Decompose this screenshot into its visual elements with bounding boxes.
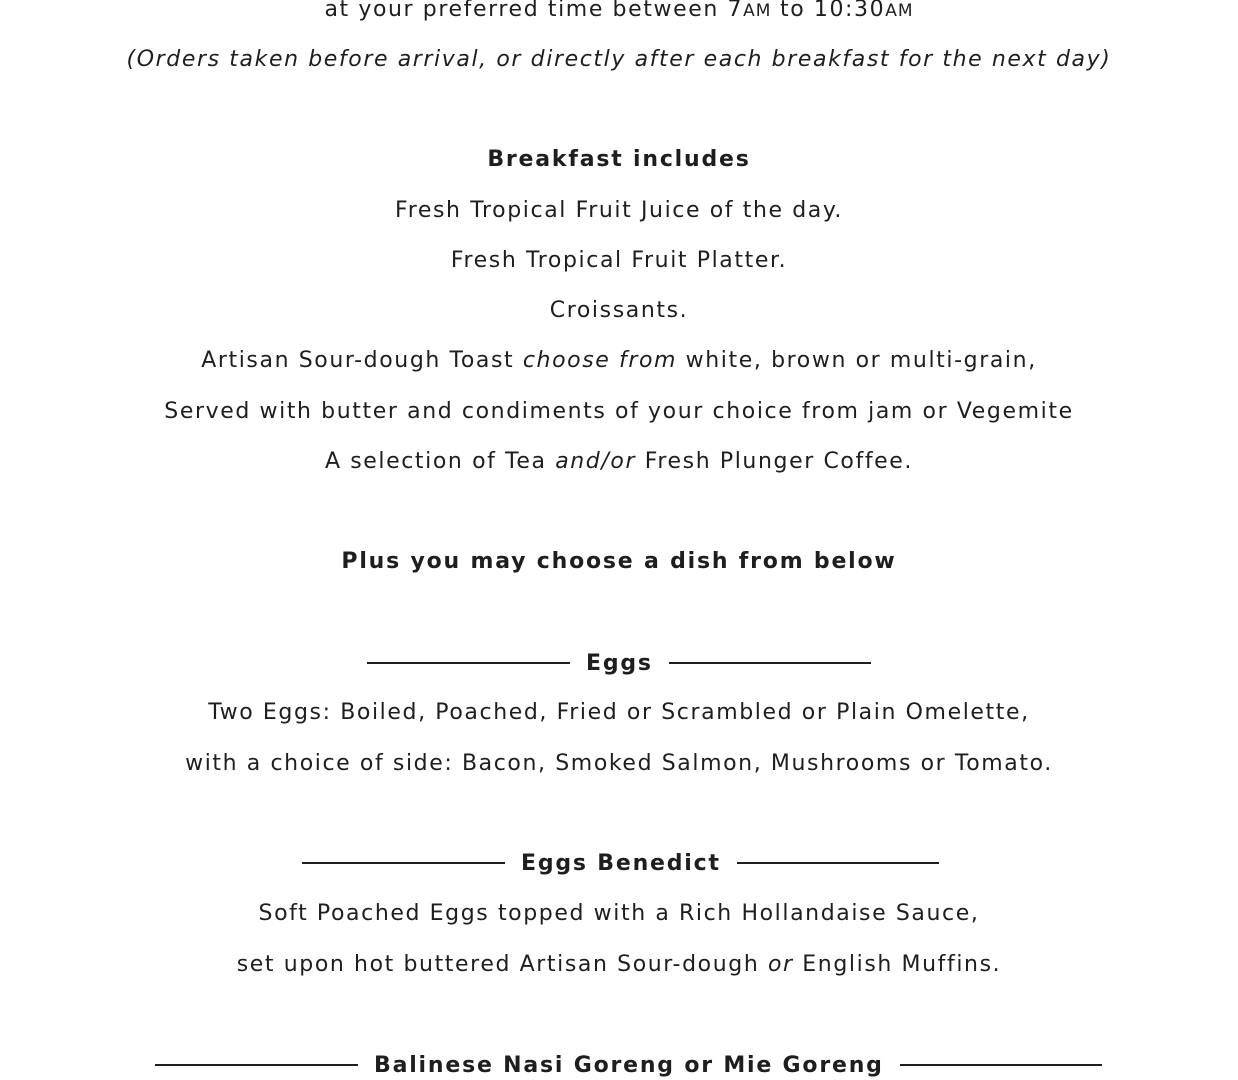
service-time-middle: to 10:30 xyxy=(771,0,886,22)
nasi-goreng-heading xyxy=(155,1050,1102,1080)
service-time-line xyxy=(0,0,1238,26)
eggs-heading xyxy=(367,648,871,678)
benedict-heading xyxy=(302,848,939,878)
benedict-description-2 xyxy=(0,950,1238,980)
benedict-line2-or: or xyxy=(767,952,794,977)
includes-title: Breakfast includes xyxy=(487,147,751,172)
benedict-line2-prefix: set upon hot buttered Artisan Sour-dough xyxy=(236,952,768,977)
tea-prefix: A selection of Tea xyxy=(324,449,556,474)
juice-item: Fresh Tropical Fruit Juice of the day. xyxy=(395,198,843,223)
tea-andor: and/or xyxy=(555,449,637,474)
eggs-rule-right xyxy=(669,662,871,664)
eggs-description-1: Two Eggs: Boiled, Poached, Fried or Scrambled or Plain Omelette, xyxy=(208,700,1030,725)
condiments-item: Served with butter and condiments of your choice from jam or Vegemite xyxy=(164,399,1074,424)
nasi-goreng-rule-right xyxy=(900,1064,1102,1066)
toast-options: white, brown or multi-grain, xyxy=(685,348,1037,373)
toast-choose-from: choose from xyxy=(522,348,678,373)
benedict-rule-left xyxy=(302,862,505,864)
nasi-goreng-title: Balinese Nasi Goreng or Mie Goreng xyxy=(374,1052,884,1078)
tea-suffix: Fresh Plunger Coffee. xyxy=(636,449,914,474)
toast-item xyxy=(0,346,1238,376)
eggs-rule-left xyxy=(367,662,570,664)
eggs-description-2: with a choice of side: Bacon, Smoked Salmon, Mushrooms or Tomato. xyxy=(185,751,1053,776)
benedict-title: Eggs Benedict xyxy=(521,850,721,876)
tea-coffee-item xyxy=(0,447,1238,477)
benedict-description-1: Soft Poached Eggs topped with a Rich Hollandaise Sauce, xyxy=(258,901,980,926)
croissants-item: Croissants. xyxy=(549,298,689,323)
service-time-am-start: AM xyxy=(743,1,772,21)
benedict-rule-right xyxy=(737,862,939,864)
fruit-platter-item: Fresh Tropical Fruit Platter. xyxy=(450,248,788,273)
plus-note: Plus you may choose a dish from below xyxy=(341,549,897,574)
orders-note: (Orders taken before arrival, or directly after each breakfast for the next day) xyxy=(126,47,1112,72)
eggs-title: Eggs xyxy=(586,650,653,676)
nasi-goreng-rule-left xyxy=(155,1064,358,1066)
toast-item-prefix: Artisan Sour-dough Toast xyxy=(201,348,523,373)
service-time-am-end: AM xyxy=(885,1,914,21)
service-time-prefix: at your preferred time between 7 xyxy=(324,0,744,22)
benedict-line2-suffix: English Muffins. xyxy=(793,952,1002,977)
